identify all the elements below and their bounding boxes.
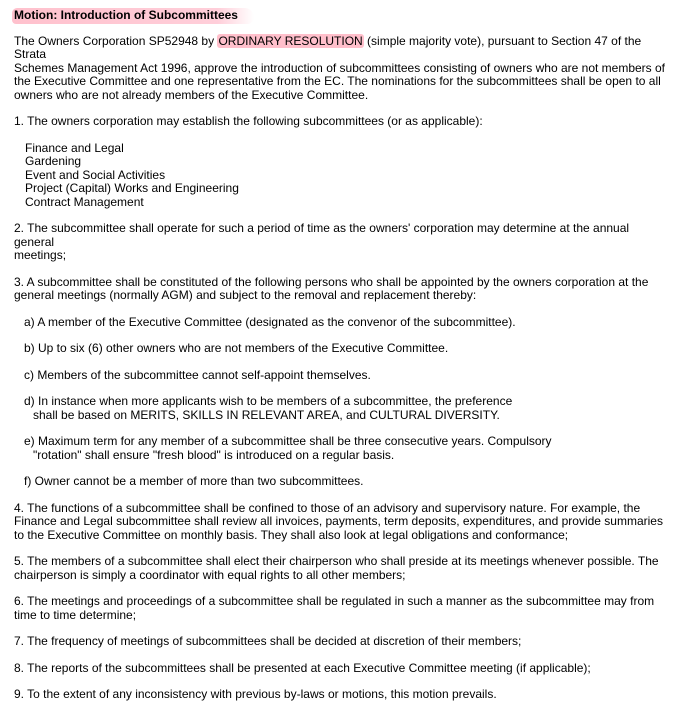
subcommittee-item: Contract Management (25, 194, 144, 209)
intro-line-2: Schemes Management Act 1996, approve the introduction of subcommittees consisting of owners who are not members of (14, 60, 666, 75)
item-3-f: f) Owner cannot be a member of more than two subcommittees. (24, 474, 364, 488)
intro-line-4: owners who are not already members of the Executive Committee. (14, 87, 369, 102)
item-3-d-line-2: shall be based on MERITS, SKILLS IN RELEVANT AREA, and CULTURAL DIVERSITY. (33, 407, 500, 422)
item-3-line-1: 3. A subcommittee shall be constituted of the following persons who shall be appointed by the owners corporation at the (14, 274, 649, 289)
item-3-line-2: general meetings (normally AGM) and subject to the removal and replacement thereby: (14, 288, 477, 302)
item-5-line-1: 5. The members of a subcommittee shall elect their chairperson who shall preside at its meetings whenever possible. The (14, 554, 659, 568)
item-6-line-1: 6. The meetings and proceedings of a subcommittee shall be regulated in such a manner as the subcommittee may from (14, 594, 655, 608)
item-3-b: b) Up to six (6) other owners who are not members of the Executive Committee. (24, 341, 449, 355)
subcommittee-list (25, 142, 666, 210)
intro-paragraph (14, 35, 666, 103)
item-3-d-line-1: d) In instance when more applicants wish to be members of a subcommittee, the preference (24, 394, 513, 408)
item-6 (14, 595, 666, 622)
document-page (14, 8, 666, 702)
subcommittee-item: Project (Capital) Works and Engineering (25, 181, 239, 195)
intro-pre: The Owners Corporation SP52948 by (14, 33, 218, 48)
item-5-line-2: chairperson is simply a coordinator with equal rights to all other members; (14, 567, 406, 582)
item-2-line-1: 2. The subcommittee shall operate for such a period of time as the owners' corporation may determine at the annual general (14, 221, 630, 249)
subcommittee-item: Gardening (25, 154, 82, 168)
subcommittee-item: Finance and Legal (25, 140, 124, 155)
item-1: 1. The owners corporation may establish the following subcommittees (or as applicable): (14, 114, 483, 128)
item-3-e-line-1: e) Maximum term for any member of a subcommittee shall be three consecutive years. Compulsory (24, 434, 552, 448)
item-5 (14, 555, 666, 582)
item-7: 7. The frequency of meetings of subcommittees shall be decided at discretion of their members; (14, 634, 522, 648)
motion-title: Motion: Introduction of Subcommittees (12, 8, 254, 24)
item-4-line-2: Finance and Legal subcommittee shall review all invoices, payments, term deposits, expenditures, and provide summaries (14, 514, 663, 528)
intro-line-1 (14, 35, 666, 62)
item-6-line-2: time to time determine; (14, 607, 137, 622)
item-2-line-2: meetings; (14, 248, 67, 262)
item-3-e (24, 435, 666, 462)
item-4-line-3: to the Executive Committee on monthly basis. They shall also look at legal obligations and conformance; (14, 527, 569, 542)
ordinary-resolution-highlight: ORDINARY RESOLUTION (218, 33, 363, 48)
item-4 (14, 502, 666, 543)
item-8: 8. The reports of the subcommittees shall be presented at each Executive Committee meeting (if applicable); (14, 660, 591, 675)
item-2 (14, 222, 666, 263)
item-4-line-1: 4. The functions of a subcommittee shall be confined to those of an advisory and supervisory nature. For example, the (14, 500, 641, 515)
item-3-a: a) A member of the Executive Committee (designated as the convenor of the subcommittee). (24, 314, 516, 329)
item-3-c: c) Members of the subcommittee cannot self-appoint themselves. (24, 367, 371, 382)
item-3-d (24, 395, 666, 422)
item-9: 9. To the extent of any inconsistency with previous by-laws or motions, this motion prevails. (14, 687, 497, 701)
intro-line-3: the Executive Committee and one representative from the EC. The nominations for the subcommittees shall be open to all (14, 74, 661, 88)
intro-line-1-rest: (simple majority vote), pursuant to Section 47 of the Strata (14, 33, 642, 61)
subcommittee-item: Event and Social Activities (25, 167, 166, 182)
item-3 (14, 276, 666, 303)
item-3-e-line-2: "rotation" shall ensure "fresh blood" is introduced on a regular basis. (33, 447, 395, 462)
